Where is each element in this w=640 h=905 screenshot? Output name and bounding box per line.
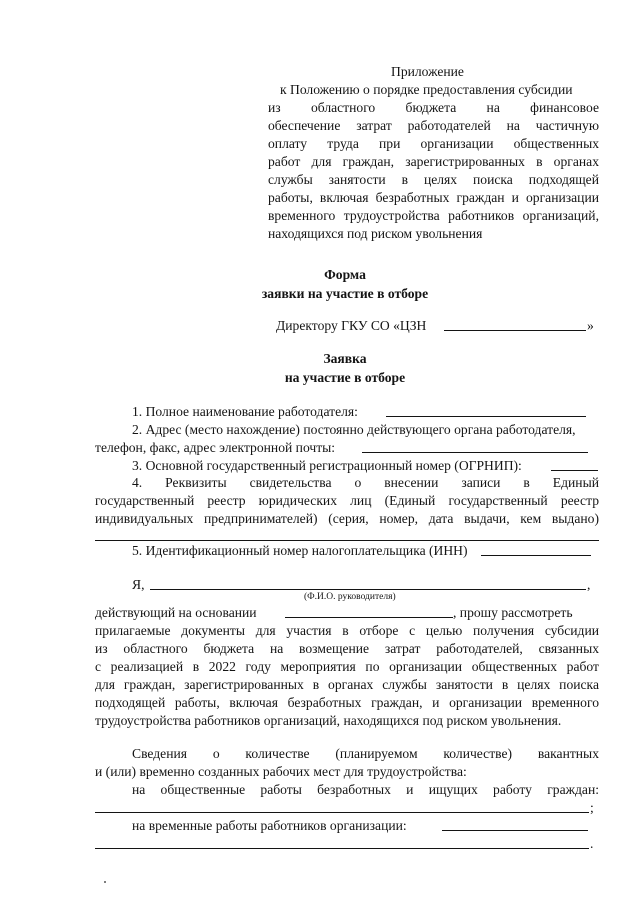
public-works-semicolon: ; — [590, 800, 594, 815]
vacancies-intro: Сведения о количестве (планируемом количестве) вакантных — [132, 746, 599, 761]
addressee-close: » — [587, 318, 594, 333]
item-3-blank — [551, 470, 598, 471]
item-4-label-cont: государственный реестр юридических лиц (Единый государственный реестр — [95, 493, 599, 508]
item-4-label: 4. Реквизиты свидетельства о внесении записи в Единый — [132, 475, 599, 490]
declaration-line: трудоустройства работников организаций, находящихся под риском увольнения. — [95, 713, 562, 728]
form-subtitle: заявки на участие в отборе — [261, 286, 429, 301]
declaration-line: для граждан, зарегистрированных в органах службы занятости в целях поиска — [95, 677, 599, 692]
appendix-title: Приложение — [391, 64, 464, 79]
declaration-basis-end: , прошу рассмотреть — [453, 605, 573, 620]
appendix-line: из областного бюджета на финансовое — [268, 100, 599, 115]
item-2-label: 2. Адрес (место нахождение) постоянно действующего органа работодателя, — [132, 422, 576, 437]
appendix-line: оплату труда при организации общественных — [268, 136, 599, 151]
fio-caption: (Ф.И.О. руководителя) — [304, 592, 396, 602]
application-title: Заявка — [323, 351, 367, 366]
declaration-line: с реализацией в 2022 году мероприятия по организации общественных работ — [95, 659, 599, 674]
declaration-comma: , — [587, 577, 591, 592]
declaration-ya: Я, — [132, 577, 145, 592]
appendix-line: обеспечение затрат работодателей на частичную — [268, 118, 599, 133]
item-4-blank — [95, 540, 599, 541]
item-5-label: 5. Идентификационный номер налогоплательщика (ИНН) — [132, 543, 468, 558]
item-2-blank — [362, 452, 588, 453]
scan-speck — [104, 881, 106, 883]
declaration-line: прилагаемые документы для участия в отборе с целью получения субсидии — [95, 623, 599, 638]
item-2-label-cont: телефон, факс, адрес электронной почты: — [95, 440, 336, 455]
basis-blank — [285, 617, 453, 618]
temp-works-period: . — [590, 836, 594, 851]
appendix-line: работ для граждан, зарегистрированных в органах — [268, 154, 599, 169]
item-5-blank — [481, 555, 591, 556]
public-works-label: на общественные работы безработных и ищущих работу граждан: — [132, 782, 599, 797]
public-works-blank — [95, 812, 589, 813]
item-4-label-cont: индивидуальных предпринимателей) (серия, номер, дата выдачи, кем выдано) — [95, 511, 599, 526]
declaration-line: подходящей работы, включая безработных граждан, и организации временного — [95, 695, 599, 710]
vacancies-intro-cont: и (или) временно созданных рабочих мест для трудоустройства: — [95, 764, 467, 779]
appendix-line: временного трудоустройства работников организаций, — [268, 208, 599, 223]
appendix-line: находящихся под риском увольнения — [268, 226, 483, 241]
temp-works-blank-2 — [95, 848, 589, 849]
declaration-basis-label: действующий на основании — [95, 605, 257, 620]
appendix-line: к Положению о порядке предоставления субсидии — [280, 82, 573, 97]
appendix-line: работы, включая безработных граждан и организации — [268, 190, 599, 205]
temp-works-label: на временные работы работников организации: — [132, 818, 407, 833]
item-1-blank — [386, 416, 586, 417]
temp-works-blank — [442, 830, 588, 831]
form-title: Форма — [324, 267, 366, 282]
addressee-text: Директору ГКУ СО «ЦЗН — [276, 318, 427, 333]
appendix-line: службы занятости в целях поиска подходящей — [268, 172, 599, 187]
addressee-blank — [444, 330, 586, 331]
fio-blank — [150, 589, 586, 590]
declaration-line: из областного бюджета на возмещение затрат работодателей, связанных — [95, 641, 599, 656]
item-3-label: 3. Основной государственный регистрационный номер (ОГРНИП): — [132, 458, 522, 473]
application-subtitle: на участие в отборе — [284, 370, 406, 385]
item-1-label: 1. Полное наименование работодателя: — [132, 404, 358, 419]
